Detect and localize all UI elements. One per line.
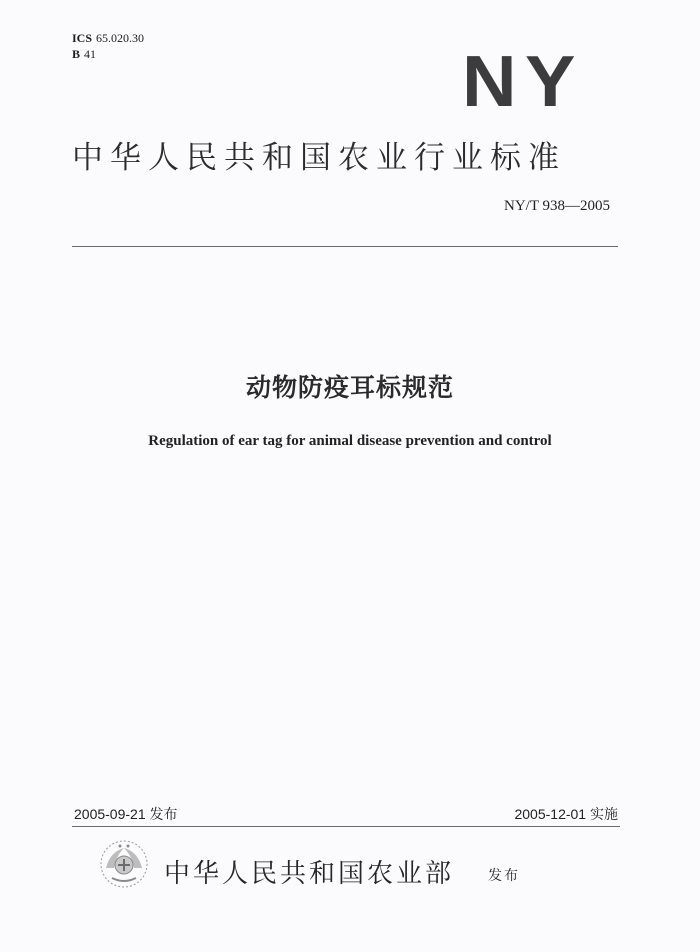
ccs-label: B bbox=[72, 47, 81, 61]
ministry-emblem-icon bbox=[98, 838, 150, 890]
standard-number: NY/T 938—2005 bbox=[504, 198, 610, 214]
document-title-chinese: 动物防疫耳标规范 bbox=[245, 373, 454, 402]
document-title-english: Regulation of ear tag for animal disease prevention and control bbox=[148, 433, 552, 449]
standard-category-title: 中华人民共和国农业行业标准 bbox=[72, 140, 566, 176]
ccs-code: 41 bbox=[84, 47, 97, 61]
implementation-date: 2005-12-01 实施 bbox=[514, 806, 618, 822]
ics-label: ICS bbox=[72, 31, 93, 45]
issuing-authority: 中华人民共和国农业部 bbox=[164, 859, 455, 889]
classification-codes bbox=[72, 30, 144, 62]
bottom-divider bbox=[72, 826, 620, 827]
ccs-line bbox=[72, 46, 144, 62]
top-divider bbox=[72, 246, 618, 247]
issuing-authority-suffix: 发布 bbox=[488, 868, 520, 884]
ny-logo: NY bbox=[462, 42, 584, 122]
ics-line bbox=[72, 30, 144, 46]
ics-code: 65.020.30 bbox=[96, 31, 145, 45]
issue-date: 2005-09-21 发布 bbox=[74, 806, 178, 822]
